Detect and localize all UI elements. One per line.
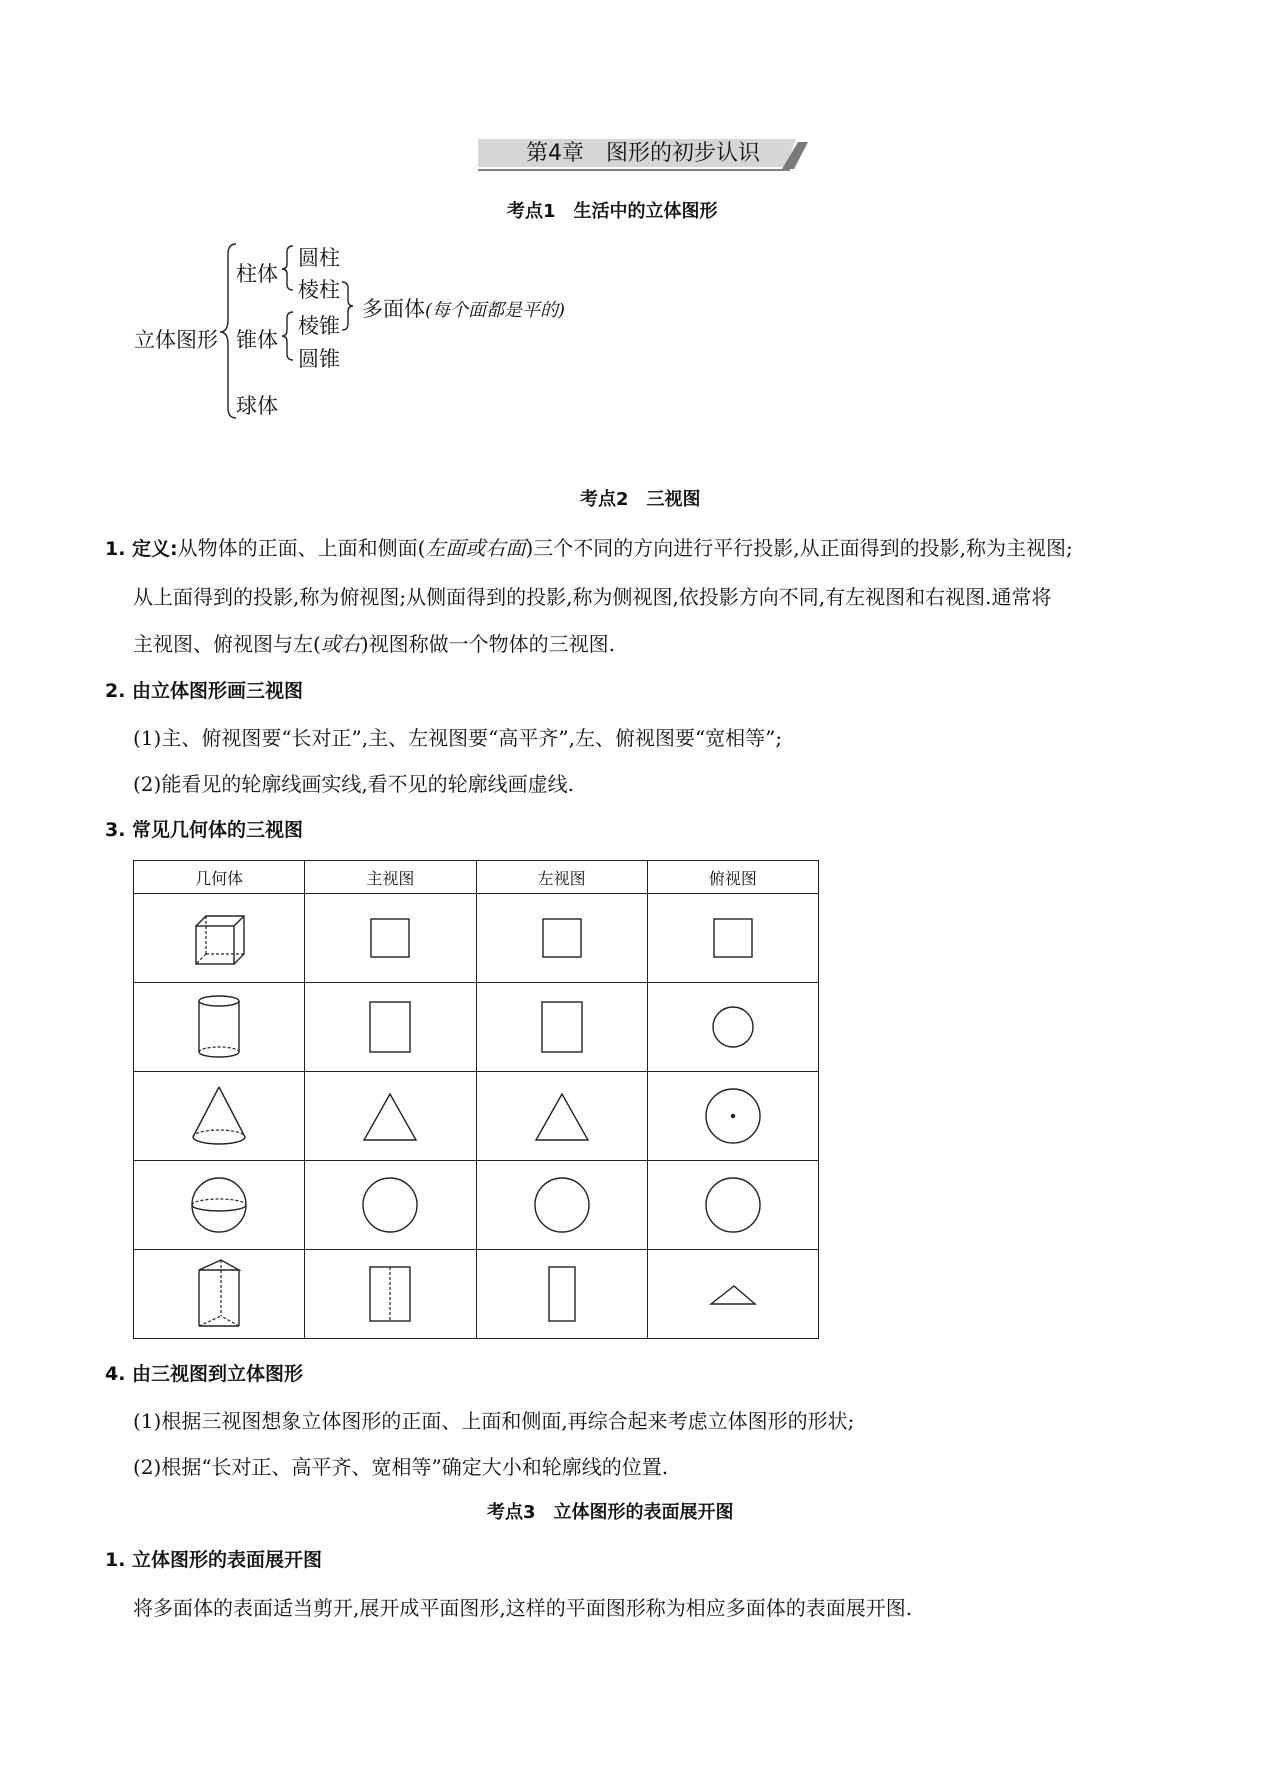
cube-solid-figure	[184, 908, 254, 968]
tree-prism: 棱柱	[298, 278, 340, 302]
cell-front-view	[305, 1072, 476, 1161]
item2-heading: 2. 由立体图形画三视图	[105, 680, 304, 702]
polyhedron-note: (每个面都是平的)	[425, 300, 566, 321]
cell-solid	[134, 983, 305, 1072]
cell-front-view	[305, 983, 476, 1072]
cell-front-view	[305, 1161, 476, 1250]
definition-line-1	[105, 532, 1073, 561]
section3-item1-text: 将多面体的表面适当剪开,展开成平面图形,这样的平面图形称为相应多面体的表面展开图.	[133, 1596, 913, 1620]
definition-text-1c: )三个不同的方向进行平行投影,从正面得到的投影,称为主视图;	[525, 536, 1073, 560]
definition-text-1b: 左面或右面	[425, 536, 526, 560]
three-views-table	[133, 860, 819, 1339]
triangle-left-view	[527, 1086, 597, 1146]
tree-cylinder: 圆柱	[298, 246, 340, 270]
definition-line-3	[133, 628, 615, 657]
sphere-solid-figure	[184, 1170, 254, 1240]
circle-front-view	[355, 1170, 425, 1240]
table-row	[134, 1161, 819, 1250]
definition-line-2: 从上面得到的投影,称为俯视图;从侧面得到的投影,称为侧视图,依投影方向不同,有左视图和右视图.通常将	[133, 585, 1052, 609]
cell-top-view	[647, 983, 818, 1072]
rectangle-front-view	[360, 992, 420, 1062]
cell-left-view	[476, 1250, 647, 1339]
cell-front-view	[305, 1250, 476, 1339]
cylinder-solid-figure	[189, 992, 249, 1062]
definition-text-1a: 从物体的正面、上面和侧面(	[177, 536, 426, 560]
tree-prism-class: 柱体	[236, 262, 278, 286]
cell-left-view	[476, 983, 647, 1072]
tree-pyramid: 棱锥	[298, 314, 340, 338]
section3-heading: 考点3 立体图形的表面展开图	[487, 1502, 734, 1523]
item4-rule-2: (2)根据“长对正、高平齐、宽相等”确定大小和轮廓线的位置.	[133, 1455, 669, 1479]
item3-heading: 3. 常见几何体的三视图	[105, 819, 304, 841]
rectangle-left-view	[532, 1259, 592, 1329]
table-row	[134, 983, 819, 1072]
triangle-top-view	[703, 1274, 763, 1314]
circle-top-view	[698, 1170, 768, 1240]
cell-left-view	[476, 894, 647, 983]
table-header-front-view: 主视图	[305, 861, 476, 894]
table-row	[134, 894, 819, 983]
item4-heading: 4. 由三视图到立体图形	[105, 1363, 304, 1385]
definition-text-3b: 或右	[320, 632, 361, 656]
item4-rule-1: (1)根据三视图想象立体图形的正面、上面和侧面,再综合起来考虑立体图形的形状;	[133, 1409, 855, 1433]
cell-solid	[134, 894, 305, 983]
tree-polyhedron	[362, 293, 565, 323]
tree-cone: 圆锥	[298, 347, 340, 371]
table-header-solid: 几何体	[134, 861, 305, 894]
tree-cone-class: 锥体	[236, 328, 278, 352]
table-header-top-view: 俯视图	[647, 861, 818, 894]
definition-label: 1. 定义:	[105, 538, 178, 560]
section3-item1-heading: 1. 立体图形的表面展开图	[105, 1549, 323, 1571]
tree-sphere: 球体	[236, 394, 278, 418]
circle-left-view	[527, 1170, 597, 1240]
rectangle-dashed-front-view	[360, 1259, 420, 1329]
circle-with-center-top-view	[698, 1081, 768, 1151]
rectangle-left-view	[532, 992, 592, 1062]
square-left-view	[532, 908, 592, 968]
circle-top-view	[703, 997, 763, 1057]
triangle-front-view	[355, 1086, 425, 1146]
table-row	[134, 1250, 819, 1339]
item2-rule-2: (2)能看见的轮廓线画实线,看不见的轮廓线画虚线.	[133, 772, 575, 796]
square-front-view	[360, 908, 420, 968]
cell-solid	[134, 1250, 305, 1339]
cell-top-view	[647, 1161, 818, 1250]
cell-top-view	[647, 894, 818, 983]
cell-solid	[134, 1072, 305, 1161]
tree-root-solid-figures: 立体图形	[134, 328, 218, 352]
section2-heading: 考点2 三视图	[580, 489, 701, 510]
table-header-row	[134, 861, 819, 894]
chapter-title: 第4章 图形的初步认识	[526, 141, 760, 166]
cell-top-view	[647, 1072, 818, 1161]
cell-front-view	[305, 894, 476, 983]
table-header-left-view: 左视图	[476, 861, 647, 894]
definition-text-3c: )视图称做一个物体的三视图.	[360, 632, 615, 656]
definition-text-3a: 主视图、俯视图与左(	[133, 632, 321, 656]
table-row	[134, 1072, 819, 1161]
cell-left-view	[476, 1072, 647, 1161]
cell-top-view	[647, 1250, 818, 1339]
item2-rule-1: (1)主、俯视图要“长对正”,主、左视图要“高平齐”,左、俯视图要“宽相等”;	[133, 726, 783, 750]
square-top-view	[703, 908, 763, 968]
polyhedron-label: 多面体	[362, 297, 425, 321]
section1-heading: 考点1 生活中的立体图形	[507, 201, 718, 222]
cone-solid-figure	[184, 1081, 254, 1151]
cell-solid	[134, 1161, 305, 1250]
cell-left-view	[476, 1161, 647, 1250]
triangular-prism-solid-figure	[189, 1254, 249, 1334]
